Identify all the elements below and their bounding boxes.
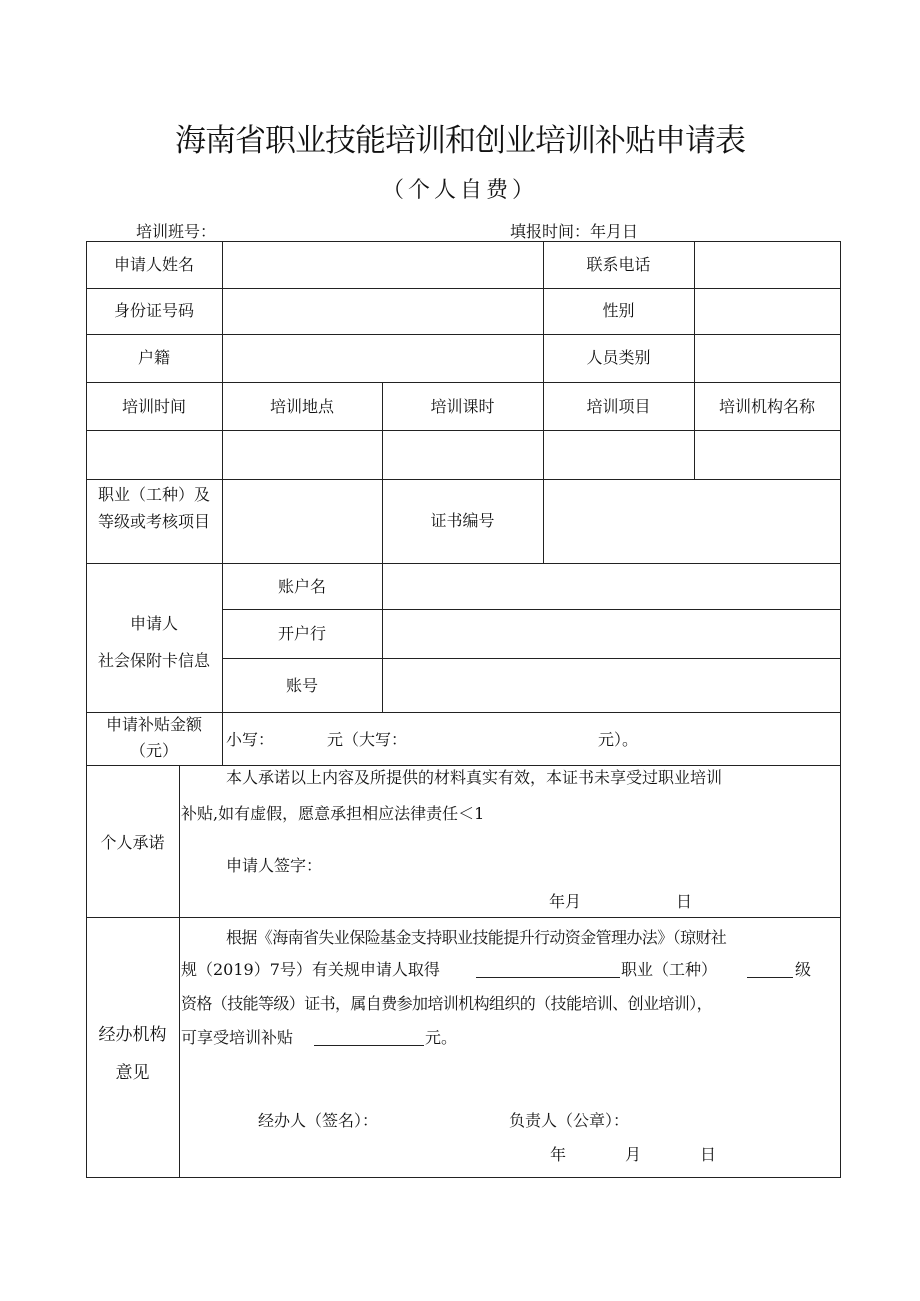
form-subtitle: （个人自费）	[381, 178, 538, 203]
bank-label: 开户行	[277, 624, 326, 643]
handler-signature-label: 经办人（签名）：	[258, 1111, 379, 1130]
grid-line	[86, 765, 841, 766]
subsidy-amount-blank[interactable]	[314, 1045, 424, 1046]
pledge-year-month: 年月	[549, 892, 582, 911]
bank-field[interactable]	[383, 610, 840, 658]
grid-line	[86, 1177, 841, 1178]
household-label: 户籍	[137, 348, 170, 367]
occupation-field[interactable]	[223, 480, 382, 563]
agency-text-line4a: 可享受培训补贴	[181, 1028, 294, 1047]
person-category-label: 人员类别	[586, 348, 651, 367]
agency-label-line2: 意见	[115, 1063, 150, 1083]
pledge-day: 日	[676, 892, 693, 911]
id-number-field[interactable]	[223, 289, 543, 334]
pledge-text-line2: 补贴,如有虚假，愿意承担相应法律责任＜1	[181, 804, 485, 823]
grid-line	[86, 382, 841, 383]
subsidy-amount-label-line2: （元）	[129, 741, 178, 760]
agency-month: 月	[625, 1145, 642, 1164]
grid-line	[840, 241, 841, 1178]
amount-small-label: 小写：	[226, 730, 275, 749]
applicant-name-label: 申请人姓名	[113, 255, 194, 274]
id-number-label: 身份证号码	[113, 301, 194, 320]
training-project-header: 培训项目	[586, 397, 651, 416]
fill-date-label: 填报时间：年月日	[510, 222, 639, 241]
gender-field[interactable]	[695, 289, 840, 334]
agency-text-line2a: 规（2019）7号）有关规申请人取得	[181, 960, 440, 979]
occupation-label-line2: 等级或考核项目	[97, 512, 210, 531]
training-location-header: 培训地点	[269, 397, 334, 416]
applicant-name-field[interactable]	[223, 242, 543, 288]
social-card-label-line1: 申请人	[129, 614, 178, 633]
household-field[interactable]	[223, 335, 543, 382]
level-blank[interactable]	[747, 977, 793, 978]
social-card-label-line2: 社会保附卡信息	[97, 651, 210, 670]
account-no-field[interactable]	[383, 659, 840, 712]
agency-text-line1: 根据《海南省失业保险基金支持职业技能提升行动资金管理办法》（琼财社	[226, 928, 727, 947]
account-name-field[interactable]	[383, 564, 840, 609]
account-name-label: 账户名	[277, 577, 326, 596]
grid-line	[86, 917, 841, 918]
amount-end-label: 元）。	[598, 730, 639, 749]
pledge-text-line1: 本人承诺以上内容及所提供的材料真实有效，本证书未享受过职业培训	[226, 768, 723, 787]
pledge-label: 个人承诺	[100, 833, 165, 852]
form-title: 海南省职业技能培训和创业培训补贴申请表	[175, 123, 745, 159]
grid-line	[179, 765, 180, 1178]
certificate-no-label: 证书编号	[430, 511, 495, 530]
agency-day: 日	[700, 1145, 717, 1164]
grid-line	[86, 430, 841, 431]
occupation-blank[interactable]	[476, 977, 620, 978]
gender-label: 性别	[602, 301, 635, 320]
agency-year: 年	[550, 1145, 567, 1164]
agency-label-line1: 经办机构	[98, 1025, 167, 1045]
training-hours-header: 培训课时	[430, 397, 495, 416]
training-time-header: 培训时间	[121, 397, 186, 416]
account-no-label: 账号	[285, 676, 318, 695]
phone-label: 联系电话	[586, 255, 651, 274]
agency-text-line4b: 元。	[425, 1028, 458, 1047]
amount-upper-label: 元（大写：	[327, 730, 408, 749]
agency-text-line2b: 职业（工种）	[621, 960, 718, 979]
responsible-seal-label: 负责人（公章）：	[509, 1111, 630, 1130]
occupation-label-line1: 职业（工种）及	[97, 485, 210, 504]
certificate-no-field[interactable]	[544, 480, 840, 563]
person-category-field[interactable]	[695, 335, 840, 382]
phone-field[interactable]	[695, 242, 840, 288]
agency-text-line2c: 级	[795, 960, 812, 979]
training-institution-header: 培训机构名称	[718, 397, 815, 416]
subsidy-amount-label-line1: 申请补贴金额	[105, 715, 202, 734]
agency-text-line3: 资格（技能等级）证书，属自费参加培训机构组织的（技能培训、创业培训），	[181, 994, 713, 1013]
class-no-label: 培训班号：	[136, 222, 217, 241]
applicant-signature-label: 申请人签字：	[226, 856, 323, 875]
